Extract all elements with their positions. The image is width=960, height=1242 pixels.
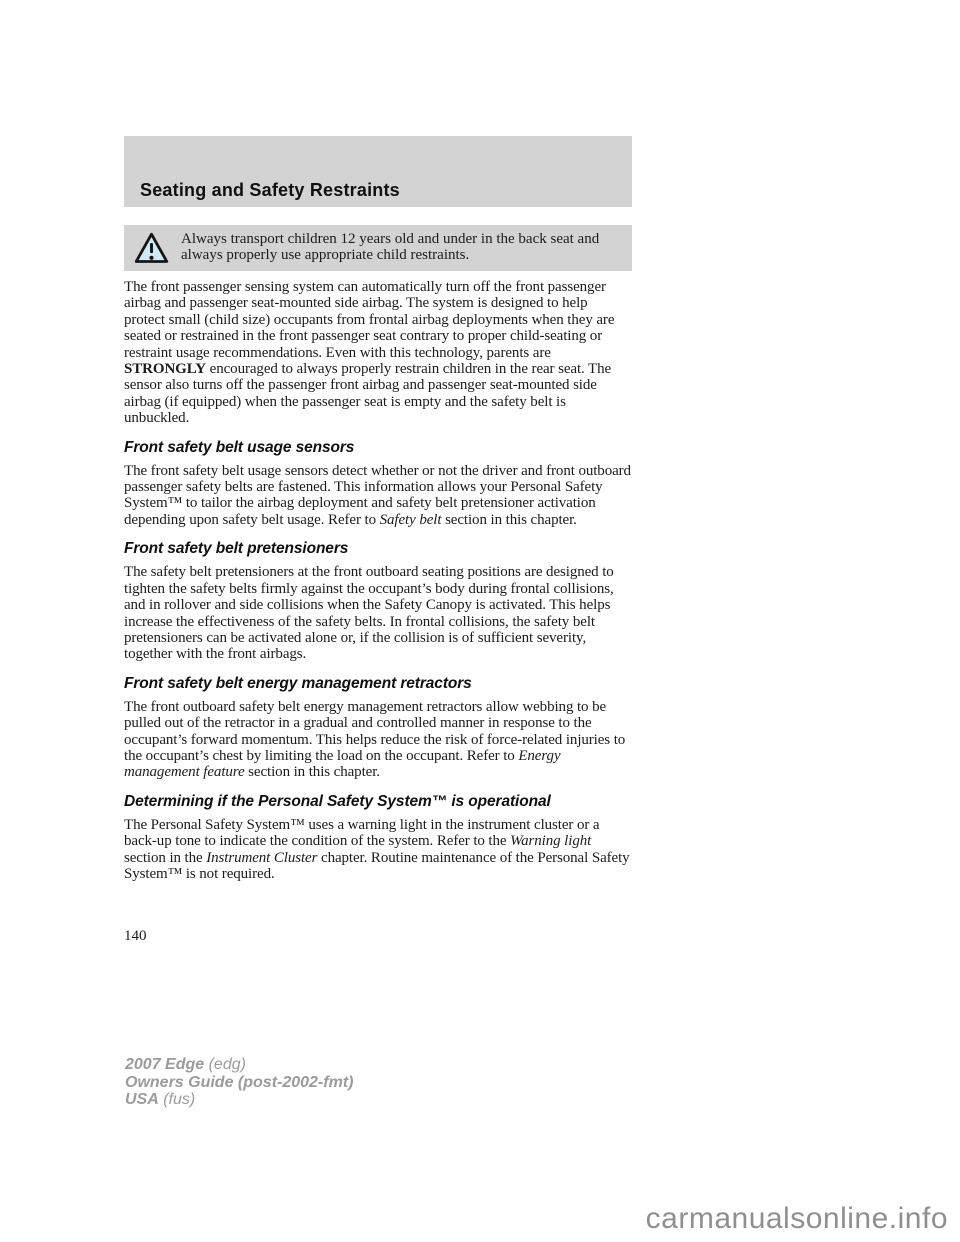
body-paragraph xyxy=(124,817,632,883)
footer-line xyxy=(125,1056,353,1074)
footer-line xyxy=(125,1074,353,1092)
text-segment: The front outboard safety belt energy management retractors allow webbing to be pulled out of the retractor in a gradual and controlled manner in response to the occupant’s forward momentum. This helps reduce the risk of force-related injuries to the occupant’s chest by limiting the load on the occupant. Refer to xyxy=(124,698,626,764)
section-heading: Determining if the Personal Safety System™ is operational xyxy=(124,792,551,810)
text-segment: (edg) xyxy=(204,1056,246,1073)
text-segment: (fus) xyxy=(158,1091,196,1108)
text-segment: STRONGLY xyxy=(124,361,207,378)
section-heading: Front safety belt usage sensors xyxy=(124,438,355,456)
chapter-header-bar xyxy=(124,136,632,207)
content-sections xyxy=(124,279,632,894)
warning-triangle-icon xyxy=(133,231,170,266)
body-paragraph xyxy=(124,279,632,427)
text-segment: Energy management feature xyxy=(124,747,561,781)
warning-text: Always transport children 12 years old and under in the back seat and always properly use appropriate child restraints. xyxy=(181,231,600,263)
text-segment: USA xyxy=(125,1091,159,1108)
section-heading: Front safety belt energy management retractors xyxy=(124,674,472,692)
text-segment: Owners Guide (post-2002-fmt) xyxy=(125,1073,354,1091)
warning-box xyxy=(124,225,632,271)
chapter-title: Seating and Safety Restraints xyxy=(140,180,400,200)
text-segment: The Personal Safety System™ uses a warning light in the instrument cluster or a back-up tone to indicate the condition of the system. Refer to the xyxy=(124,816,600,850)
text-segment: section in this chapter. xyxy=(244,764,380,781)
text-segment: section in the xyxy=(124,849,207,866)
text-segment: 2007 Edge xyxy=(125,1056,205,1073)
text-segment: Instrument Cluster xyxy=(206,849,318,866)
text-segment: The safety belt pretensioners at the front outboard seating positions are designed to tighten the safety belts firmly against the occupant’s body during frontal collisions, and in rollover and side collisions when the Safety Canopy is activated. This helps increase the effectiveness of the safety belts. In frontal collisions, the safety belt pretensioners can be activated alone or, if the collision is of sufficient severity, together with the front airbags. xyxy=(124,564,614,663)
section-heading: Front safety belt pretensioners xyxy=(124,540,349,558)
text-segment: The front safety belt usage sensors detect whether or not the driver and front outboard passenger safety belts are fastened. This information allows your Personal Safety System™ to tailor the airbag deployment and safety belt pretensioner activation depending upon safety belt usage. Refer to xyxy=(124,462,631,528)
body-paragraph xyxy=(124,564,632,662)
footer-colophon xyxy=(125,1056,353,1109)
text-segment: chapter. Routine maintenance of the Personal Safety System™ is not required. xyxy=(124,849,630,882)
body-paragraph xyxy=(124,463,632,529)
text-segment: Warning light xyxy=(510,833,592,850)
text-segment: Safety belt xyxy=(379,511,442,528)
footer-line xyxy=(125,1091,353,1109)
watermark: carmanualsonline.info xyxy=(645,1202,948,1235)
page-number: 140 xyxy=(124,928,147,944)
text-segment: encouraged to always properly restrain children in the rear seat. The sensor also turns off the passenger front airbag and passenger seat-mounted side airbag (if equipped) when the passenger seat is empty and the safety belt is unbuckled. xyxy=(124,361,612,427)
text-segment: section in this chapter. xyxy=(441,511,577,528)
body-paragraph xyxy=(124,699,632,781)
text-segment: The front passenger sensing system can automatically turn off the front passenger airbag and passenger seat-mounted side airbag. The system is designed to help protect small (child size) occupants from frontal airbag deployments when they are seated or restrained in the front passenger seat contrary to proper child-seating or restraint usage recommendations. Even with this technology, parents are xyxy=(124,279,615,361)
